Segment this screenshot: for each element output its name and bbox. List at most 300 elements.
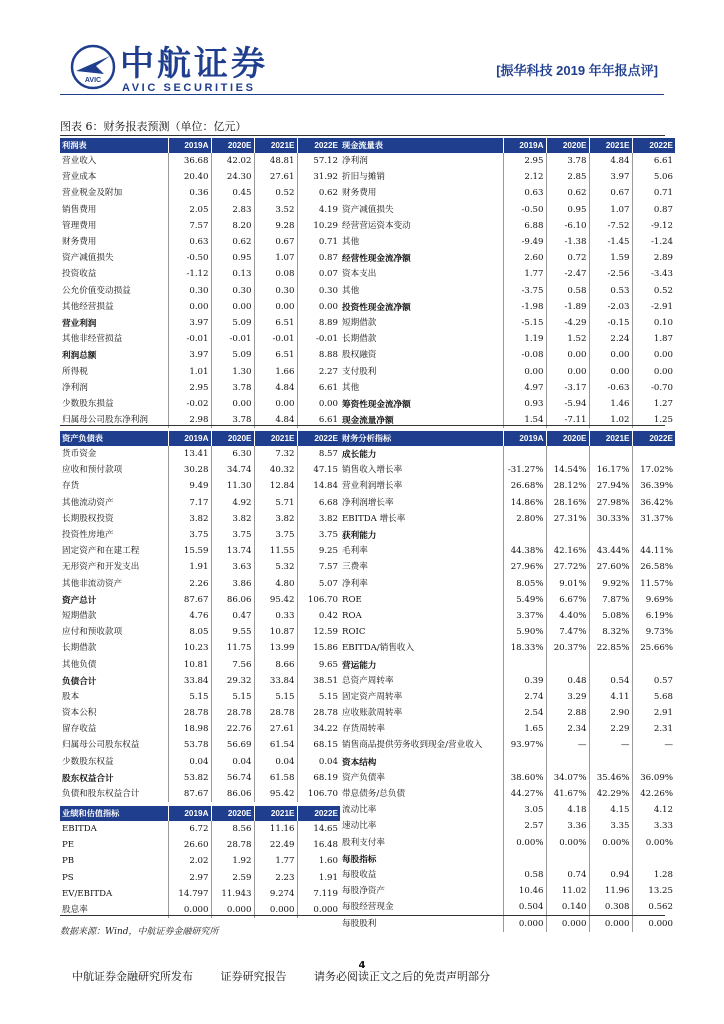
cell-value: 4.92 [211, 495, 254, 511]
cell-value: 2.83 [211, 202, 254, 218]
row-label: EV/EBITDA [62, 888, 113, 899]
cell-value: -1.89 [546, 299, 589, 315]
row-label: 短期借款 [62, 610, 97, 621]
cell-value: -1.98 [503, 299, 546, 315]
cell-value: 3.78 [546, 153, 589, 169]
table-row [60, 543, 340, 559]
cell-value: 38.51 [297, 673, 340, 689]
cell-value: 1.59 [589, 250, 632, 266]
cell-value: -3.43 [632, 266, 675, 282]
row-label: EBITDA 增长率 [342, 513, 406, 524]
cell-value: 53.82 [168, 770, 211, 786]
cell-value: 38.60% [503, 770, 546, 786]
table-row [60, 202, 340, 218]
cell-value: 2.88 [546, 705, 589, 721]
cell-value: 4.97 [503, 380, 546, 396]
cell-value: 2.05 [168, 202, 211, 218]
table-row [340, 737, 675, 753]
table-row [340, 363, 675, 379]
cell-value: 4.40% [546, 608, 589, 624]
cell-value: 4.84 [254, 412, 297, 428]
cell-value: 5.49% [503, 592, 546, 608]
cell-value: 16.48 [297, 837, 340, 853]
footer-publisher: 中航证券金融研究所发布 [72, 970, 193, 983]
cell-value: 0.63 [168, 234, 211, 250]
cell-value: 29.32 [211, 673, 254, 689]
cell-value: -2.91 [632, 299, 675, 315]
cell-value: 0.00 [297, 299, 340, 315]
row-label: 投资性房地产 [62, 530, 114, 541]
cell-value: 9.69% [632, 592, 675, 608]
cell-value: 6.68 [297, 495, 340, 511]
cell-value [546, 527, 589, 543]
cell-value: -5.15 [503, 315, 546, 331]
cell-value: 16.17% [589, 462, 632, 478]
year-header: 2020E [211, 138, 254, 153]
cell-value: 0.54 [589, 673, 632, 689]
cell-value: 27.72% [546, 559, 589, 575]
cell-value: 27.96% [503, 559, 546, 575]
row-label: 流动比率 [342, 805, 377, 816]
cell-value: 3.05 [503, 802, 546, 818]
cell-value: 0.07 [297, 266, 340, 282]
cell-value: 0.000 [297, 902, 340, 918]
caption-rule [60, 135, 665, 136]
cell-value: 14.86% [503, 495, 546, 511]
cell-value: -4.29 [546, 315, 589, 331]
cell-value: 5.07 [297, 576, 340, 592]
cell-value: 36.39% [632, 478, 675, 494]
cell-value: 6.61 [632, 153, 675, 169]
cell-value: 0.74 [546, 867, 589, 883]
year-header: 2022E [297, 806, 340, 821]
cell-value [546, 446, 589, 462]
row-label: 每股净资产 [342, 886, 385, 897]
cell-value: 0.04 [254, 754, 297, 770]
cell-value: 14.84 [297, 478, 340, 494]
table-row [340, 802, 675, 818]
cell-value: 0.00 [168, 299, 211, 315]
cell-value: 27.61 [254, 721, 297, 737]
cell-value: 0.13 [211, 266, 254, 282]
row-label: 现金流量净额 [342, 415, 394, 426]
cell-value: 9.01% [546, 576, 589, 592]
year-header: 2022E [297, 431, 340, 446]
row-label: 固定资产和在建工程 [62, 546, 140, 557]
cell-value: 10.23 [168, 640, 211, 656]
cell-value: 28.78 [168, 705, 211, 721]
cell-value [632, 656, 675, 672]
cell-value: 5.09 [211, 347, 254, 363]
cell-value: 3.36 [546, 818, 589, 834]
cell-value: 0.72 [546, 250, 589, 266]
cell-value [589, 754, 632, 770]
cell-value: 18.98 [168, 721, 211, 737]
cell-value: 40.32 [254, 462, 297, 478]
row-label: 投资性现金流净额 [342, 301, 411, 312]
cell-value [546, 656, 589, 672]
cell-value: 10.29 [297, 218, 340, 234]
cell-value: 15.59 [168, 543, 211, 559]
cell-value: 42.26% [632, 786, 675, 802]
cell-value: -1.24 [632, 234, 675, 250]
cell-value: 2.54 [503, 705, 546, 721]
cell-value: -1.45 [589, 234, 632, 250]
row-label: 财务费用 [62, 237, 97, 248]
cell-value: 26.60 [168, 837, 211, 853]
table-row [340, 689, 675, 705]
cell-value: 27.94% [589, 478, 632, 494]
row-label: 存货 [62, 481, 80, 492]
cell-value: 28.78 [297, 705, 340, 721]
year-header: 2022E [632, 138, 675, 153]
cell-value: 0.62 [297, 185, 340, 201]
row-label: EBITDA [62, 824, 97, 835]
table-header-row [340, 431, 675, 446]
cell-value: 0.57 [632, 673, 675, 689]
table-title: 现金流量表 [340, 138, 503, 153]
table-row [340, 527, 675, 543]
row-label: 应收账款周转率 [342, 708, 403, 719]
cell-value: 0.36 [168, 185, 211, 201]
cell-value: 2.91 [632, 705, 675, 721]
cell-value: 44.38% [503, 543, 546, 559]
cell-value: 3.33 [632, 818, 675, 834]
cell-value: 10.46 [503, 883, 546, 899]
cell-value: 11.943 [211, 886, 254, 902]
row-label: 归属母公司股东权益 [62, 740, 140, 751]
cell-value: 0.140 [546, 899, 589, 915]
table-row [340, 380, 675, 396]
cell-value [632, 754, 675, 770]
row-label: 短期借款 [342, 317, 377, 328]
cell-value: 22.49 [254, 837, 297, 853]
cell-value: 20.40 [168, 169, 211, 185]
table-row [60, 737, 340, 753]
row-label: 资本结构 [342, 756, 377, 767]
cell-value: 0.58 [546, 283, 589, 299]
cell-value: 1.77 [503, 266, 546, 282]
table-row [340, 883, 675, 899]
cell-value: 6.61 [297, 412, 340, 428]
cell-value: 5.32 [254, 559, 297, 575]
cell-value: 95.42 [254, 592, 297, 608]
cell-value: 0.00% [546, 835, 589, 851]
cell-value: 30.33% [589, 511, 632, 527]
row-label: 三费率 [342, 562, 368, 573]
cell-value: 2.89 [632, 250, 675, 266]
row-label: 其他非经营损益 [62, 334, 123, 345]
cell-value: 6.51 [254, 315, 297, 331]
cell-value: 6.19% [632, 608, 675, 624]
row-label: 股本 [62, 691, 80, 702]
cell-value: -0.01 [254, 331, 297, 347]
page-footer [72, 968, 514, 984]
row-label: 营业税金及附加 [62, 188, 123, 199]
page-number: 4 [358, 960, 366, 971]
cell-value: 1.07 [254, 250, 297, 266]
cell-value: -3.75 [503, 283, 546, 299]
table-row [60, 624, 340, 640]
row-label: 归属母公司股东净利润 [62, 415, 148, 426]
cell-value: 31.37% [632, 511, 675, 527]
table-row [340, 218, 675, 234]
year-header: 2019A [168, 806, 211, 821]
cell-value: -0.01 [168, 331, 211, 347]
table-row [60, 169, 340, 185]
cell-value: 6.67% [546, 592, 589, 608]
table-row [340, 347, 675, 363]
cell-value: 22.76 [211, 721, 254, 737]
table-row [340, 202, 675, 218]
cell-value: 2.74 [503, 689, 546, 705]
cell-value: 61.54 [254, 737, 297, 753]
cell-value: 44.11% [632, 543, 675, 559]
row-label: 利润总额 [62, 350, 97, 361]
row-label: 每股收益 [342, 869, 377, 880]
cell-value: 2.60 [503, 250, 546, 266]
cell-value: -5.94 [546, 396, 589, 412]
cell-value: 8.57 [297, 446, 340, 462]
cell-value: 8.05% [503, 576, 546, 592]
table-header-row [60, 806, 340, 821]
cell-value: 0.00% [503, 835, 546, 851]
cell-value: 0.87 [297, 250, 340, 266]
cell-value: 0.30 [168, 283, 211, 299]
cell-value: 5.06 [632, 169, 675, 185]
cell-value: 4.84 [589, 153, 632, 169]
cell-value: 0.000 [589, 915, 632, 931]
page-header [0, 0, 724, 100]
cell-value: 0.30 [297, 283, 340, 299]
table-row [340, 705, 675, 721]
table-row [60, 511, 340, 527]
cell-value: 3.97 [168, 315, 211, 331]
cell-value: 0.47 [211, 608, 254, 624]
cell-value: 2.80% [503, 511, 546, 527]
row-label: 营业收入 [62, 156, 97, 167]
cell-value: -0.50 [168, 250, 211, 266]
table-row [340, 721, 675, 737]
cell-value: -1.12 [168, 266, 211, 282]
table-row [340, 673, 675, 689]
cell-value: 0.93 [503, 396, 546, 412]
table-row [60, 185, 340, 201]
row-label: 每股经营现金 [342, 902, 394, 913]
cell-value: 5.68 [632, 689, 675, 705]
table-row [340, 770, 675, 786]
table-row [60, 721, 340, 737]
cell-value: -2.03 [589, 299, 632, 315]
table-header-row [60, 138, 340, 153]
table-row [60, 640, 340, 656]
row-label: 少数股东损益 [62, 398, 114, 409]
cell-value: 13.99 [254, 640, 297, 656]
logo-mark-text: AVIC [84, 77, 102, 84]
table-row [60, 283, 340, 299]
cell-value: 0.04 [211, 754, 254, 770]
row-label: 净利率 [342, 578, 368, 589]
cell-value: 7.17 [168, 495, 211, 511]
cell-value: 0.62 [546, 185, 589, 201]
cell-value: 0.00% [632, 835, 675, 851]
row-label: PE [62, 840, 75, 851]
table-row [340, 899, 675, 915]
cell-value: 6.88 [503, 218, 546, 234]
cell-value: 61.58 [254, 770, 297, 786]
cell-value: 3.86 [211, 576, 254, 592]
row-label: 应付和预收款项 [62, 627, 123, 638]
table-row [340, 153, 675, 169]
row-label: 获利能力 [342, 530, 377, 541]
cell-value: 6.72 [168, 821, 211, 837]
table-row [340, 640, 675, 656]
cell-value: -0.50 [503, 202, 546, 218]
table-row [340, 315, 675, 331]
table-header-row [340, 138, 675, 153]
cell-value: 0.67 [589, 185, 632, 201]
cell-value: 11.16 [254, 821, 297, 837]
table-title: 资产负债表 [60, 431, 168, 446]
cell-value: 28.78 [254, 705, 297, 721]
table-row [340, 559, 675, 575]
cell-value: 0.95 [211, 250, 254, 266]
cell-value: 0.00% [589, 835, 632, 851]
row-label: 货币资金 [62, 449, 97, 460]
figure-caption: 图表 6：财务报表预测（单位：亿元） [60, 120, 247, 133]
table-row [340, 185, 675, 201]
row-label: 营业成本 [62, 172, 97, 183]
valuation-table [60, 806, 340, 918]
row-label: 折旧与摊销 [342, 172, 385, 183]
table-row [340, 835, 675, 851]
cell-value: 6.61 [297, 380, 340, 396]
table-header-row [60, 431, 340, 446]
cell-value: -2.47 [546, 266, 589, 282]
cell-value: -0.63 [589, 380, 632, 396]
cell-value: 1.52 [546, 331, 589, 347]
table-row [60, 689, 340, 705]
cell-value: 42.29% [589, 786, 632, 802]
cell-value: 0.58 [503, 867, 546, 883]
cell-value: 28.12% [546, 478, 589, 494]
bottom-rule [60, 915, 665, 916]
cell-value: 1.46 [589, 396, 632, 412]
row-label: 负债合计 [62, 675, 97, 686]
row-label: 负债和股东权益合计 [62, 789, 140, 800]
cell-value: -9.12 [632, 218, 675, 234]
cell-value: 0.62 [211, 234, 254, 250]
row-label: 长期借款 [342, 334, 377, 345]
cell-value: 2.90 [589, 705, 632, 721]
cell-value: 0.33 [254, 608, 297, 624]
cell-value: 33.84 [254, 673, 297, 689]
year-header: 2019A [503, 431, 546, 446]
table-row [340, 446, 675, 462]
cell-value: 7.32 [254, 446, 297, 462]
cell-value: 11.55 [254, 543, 297, 559]
cell-value: 0.42 [297, 608, 340, 624]
cell-value: -7.52 [589, 218, 632, 234]
table-row [340, 266, 675, 282]
cell-value: 0.45 [211, 185, 254, 201]
cell-value: 2.31 [632, 721, 675, 737]
table-row [340, 915, 675, 931]
cell-value: 4.80 [254, 576, 297, 592]
row-label: 净利润 [342, 156, 368, 167]
cell-value: 2.26 [168, 576, 211, 592]
cell-value: 11.02 [546, 883, 589, 899]
row-label: 筹资性现金流净额 [342, 398, 411, 409]
row-label: 固定资产周转率 [342, 691, 403, 702]
row-label: 每股股利 [342, 918, 377, 929]
cell-value: -0.15 [589, 315, 632, 331]
table-row [340, 851, 675, 867]
cell-value [503, 851, 546, 867]
cell-value: 0.00 [546, 347, 589, 363]
cell-value: 9.25 [297, 543, 340, 559]
cell-value: 0.52 [254, 185, 297, 201]
table-row [340, 656, 675, 672]
cell-value: 0.00 [589, 347, 632, 363]
cell-value: 57.12 [297, 153, 340, 169]
cell-value: 36.42% [632, 495, 675, 511]
cell-value: 0.000 [632, 915, 675, 931]
cell-value [589, 446, 632, 462]
cell-value: 24.30 [211, 169, 254, 185]
cell-value: 3.35 [589, 818, 632, 834]
cell-value: 95.42 [254, 786, 297, 802]
cell-value: 2.85 [546, 169, 589, 185]
row-label: 营运能力 [342, 659, 377, 670]
cell-value: 0.308 [589, 899, 632, 915]
row-label: 其他 [342, 382, 360, 393]
cell-value: 14.65 [297, 821, 340, 837]
year-header: 2021E [254, 806, 297, 821]
table-row [340, 462, 675, 478]
row-label: 营业利润 [62, 317, 97, 328]
cell-value: 34.74 [211, 462, 254, 478]
cell-value: 34.22 [297, 721, 340, 737]
cell-value: 3.78 [211, 412, 254, 428]
cell-value: 0.000 [211, 902, 254, 918]
year-header: 2019A [168, 431, 211, 446]
cell-value: 5.71 [254, 495, 297, 511]
cell-value: 3.75 [254, 527, 297, 543]
cell-value: 0.00 [211, 396, 254, 412]
table-row [340, 867, 675, 883]
cell-value: 11.96 [589, 883, 632, 899]
cell-value: 0.504 [503, 899, 546, 915]
row-label: 支付股利 [342, 366, 377, 377]
cell-value: 18.33% [503, 640, 546, 656]
row-label: 无形资产和开发支出 [62, 562, 140, 573]
cell-value: 0.04 [168, 754, 211, 770]
table-row [60, 770, 340, 786]
table-row [340, 608, 675, 624]
cell-value: -0.01 [297, 331, 340, 347]
cell-value: 2.97 [168, 870, 211, 886]
cell-value: 1.92 [211, 853, 254, 869]
row-label: 资产总计 [62, 594, 97, 605]
cell-value: 87.67 [168, 592, 211, 608]
cell-value: 44.27% [503, 786, 546, 802]
cell-value: 68.19 [297, 770, 340, 786]
cell-value: 0.00 [632, 363, 675, 379]
cell-value: 1.77 [254, 853, 297, 869]
cell-value: 4.19 [297, 202, 340, 218]
footer-report-type: 证券研究报告 [220, 970, 287, 983]
